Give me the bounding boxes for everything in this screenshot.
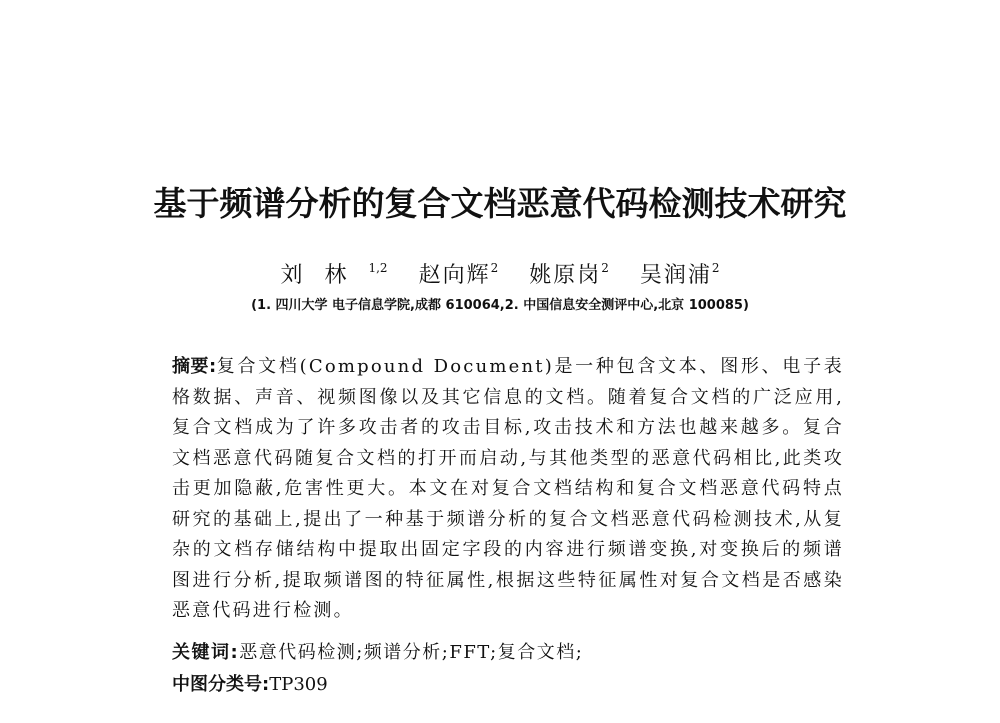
- keywords: [172, 638, 583, 664]
- author-name: 赵向辉: [418, 263, 491, 288]
- author-list: [0, 258, 1000, 289]
- author: [529, 258, 609, 289]
- abstract-text: 复合文档(Compound Document)是一种包含文本、图形、电子表格数据、声音、视频图像以及其它信息的文档。随着复合文档的广泛应用,复合文档成为了许多攻击者的攻击目标,攻击技术和方法也越来越多。复合文档恶意代码随复合文档的打开而启动,与其他类型的恶意代码相比,此类攻击更加隐蔽,危害性更大。本文在对复合文档结构和复合文档恶意代码特点研究的基础上,提出了一种基于频谱分析的复合文档恶意代码检测技术,从复杂的文档存储结构中提取出固定字段的内容进行频谱变换,对变换后的频谱图进行分析,提取频谱图的特征属性,根据这些特征属性对复合文档是否感染恶意代码进行检测。: [172, 356, 844, 621]
- paper-title: 基于频谱分析的复合文档恶意代码检测技术研究: [153, 184, 847, 223]
- abstract-label: 摘要:: [172, 356, 217, 377]
- keywords-text: 恶意代码检测;频谱分析;FFT;复合文档;: [239, 642, 584, 663]
- author-affiliation-marker: 2: [711, 261, 720, 275]
- abstract-body: [172, 352, 844, 627]
- author-affiliation-marker: 1,2: [368, 261, 388, 275]
- keywords-label: 关键词:: [172, 642, 240, 663]
- author: [640, 258, 720, 289]
- author-name: 刘林: [280, 263, 369, 288]
- author-name: 吴润浦: [639, 263, 712, 288]
- author-name: 姚原岗: [529, 263, 602, 288]
- clc-label: 中图分类号:: [172, 674, 270, 695]
- classification-number: [172, 670, 328, 696]
- author-affiliation-marker: 2: [490, 261, 499, 275]
- author: [280, 258, 387, 289]
- author: [419, 258, 499, 289]
- abstract: [172, 352, 844, 627]
- clc-value: TP309: [269, 674, 328, 695]
- author-affiliation-marker: 2: [601, 261, 609, 275]
- affiliation: (1. 四川大学 电子信息学院,成都 610064,2. 中国信息安全测评中心,北京 100085): [251, 298, 749, 313]
